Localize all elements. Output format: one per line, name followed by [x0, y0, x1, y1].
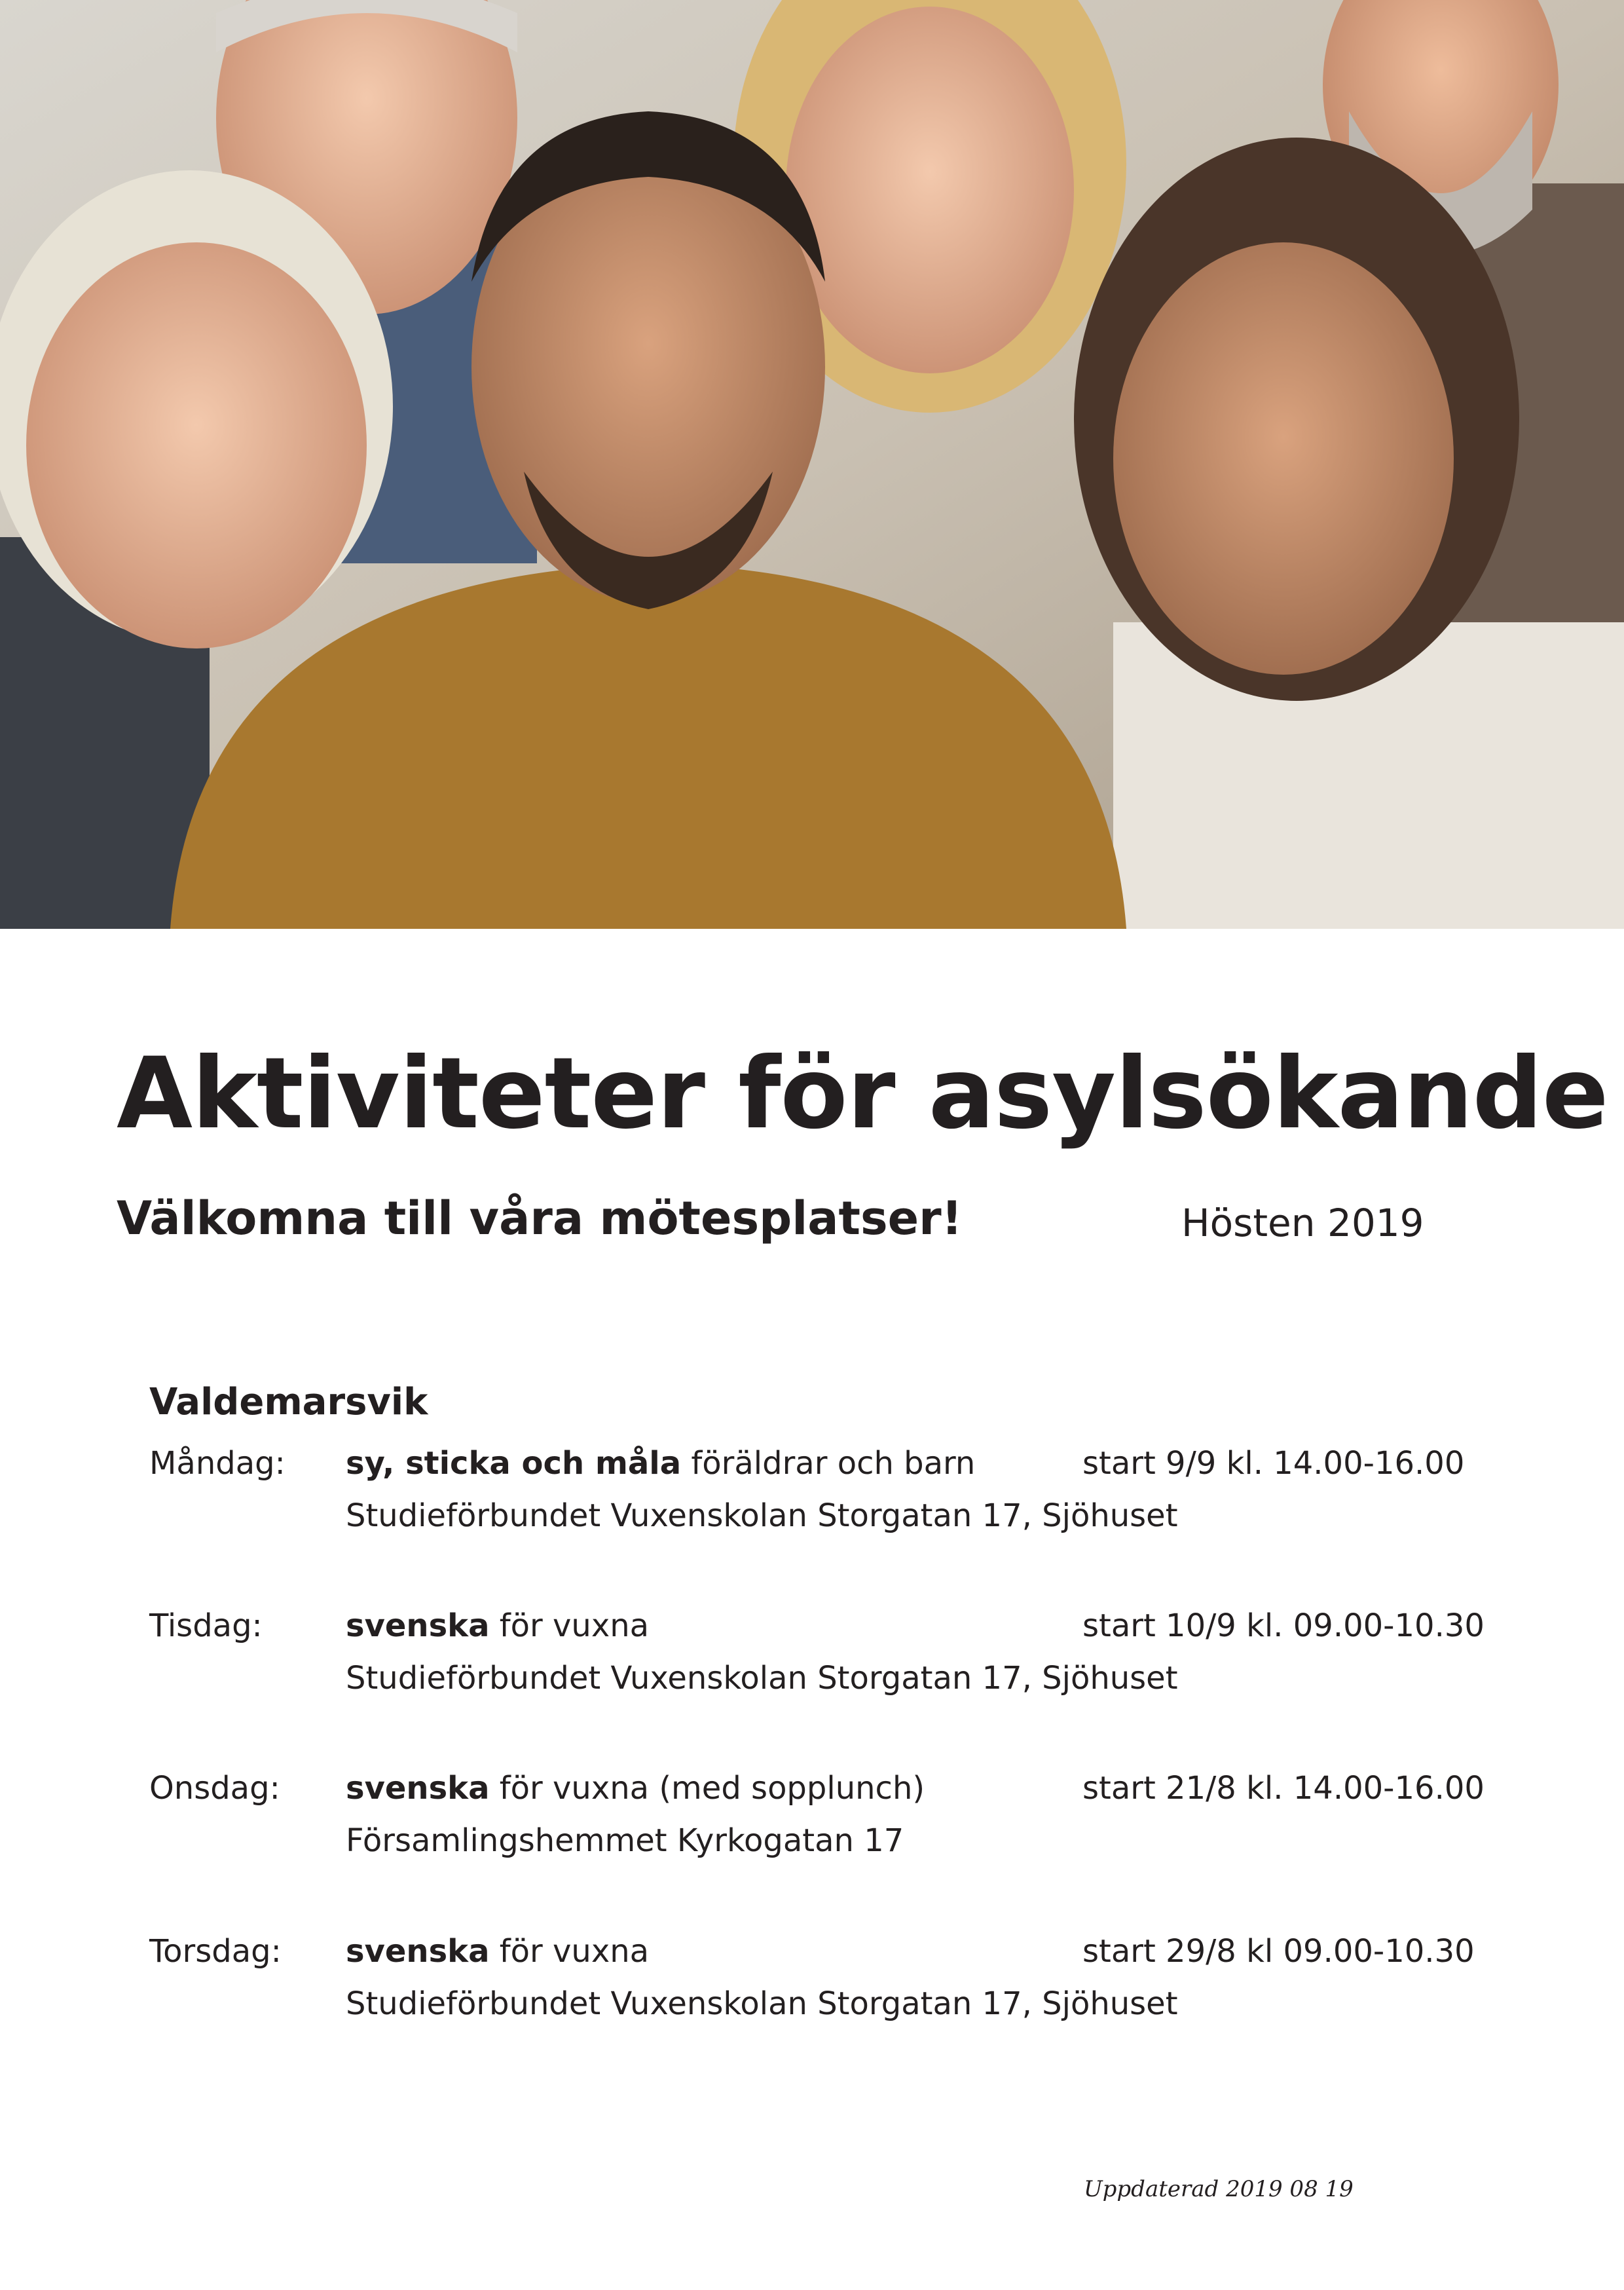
- page-subtitle: Välkomna till våra mötesplatser!: [117, 1192, 963, 1245]
- schedule-time: start 29/8 kl 09.00-10.30: [1082, 1933, 1475, 1970]
- schedule-activity: [346, 1445, 976, 1482]
- activity-detail: för vuxna: [489, 1933, 650, 1970]
- activity-detail: föräldrar och barn: [681, 1445, 976, 1482]
- schedule-row-tuesday: [0, 1607, 1624, 1721]
- schedule-day: Torsdag:: [149, 1933, 282, 1970]
- schedule-place: Studieförbundet Vuxenskolan Storgatan 17, Sjöhuset: [346, 1660, 1178, 1697]
- schedule-time: start 21/8 kl. 14.00-16.00: [1082, 1770, 1485, 1807]
- schedule-activity: [346, 1607, 650, 1644]
- schedule-time: start 10/9 kl. 09.00-10.30: [1082, 1607, 1485, 1644]
- activity-name: sy, sticka och måla: [346, 1445, 682, 1482]
- schedule-place: Studieförbundet Vuxenskolan Storgatan 17, Sjöhuset: [346, 1497, 1178, 1534]
- schedule-row-monday: [0, 1445, 1624, 1559]
- schedule-place: Studieförbundet Vuxenskolan Storgatan 17, Sjöhuset: [346, 1985, 1178, 2022]
- schedule-activity: [346, 1933, 650, 1970]
- season-label: Hösten 2019: [1181, 1201, 1424, 1245]
- schedule-activity: [346, 1770, 925, 1807]
- schedule-day: Måndag:: [149, 1445, 286, 1482]
- schedule-place: Församlingshemmet Kyrkogatan 17: [346, 1822, 904, 1859]
- hero-photo: [0, 0, 1624, 929]
- updated-date: Uppdaterad 2019 08 19: [1084, 2176, 1354, 2202]
- activity-detail: för vuxna (med sopplunch): [489, 1770, 925, 1807]
- schedule-day: Onsdag:: [149, 1770, 280, 1807]
- schedule-time: start 9/9 kl. 14.00-16.00: [1082, 1445, 1465, 1482]
- schedule-day: Tisdag:: [149, 1607, 263, 1644]
- activity-name: svenska: [346, 1933, 490, 1970]
- activity-name: svenska: [346, 1607, 490, 1644]
- location-heading: Valdemarsvik: [149, 1381, 428, 1423]
- page-title: Aktiviteter för asylsökande: [117, 1037, 1608, 1151]
- activity-detail: för vuxna: [489, 1607, 650, 1644]
- schedule-row-thursday: [0, 1933, 1624, 2047]
- schedule-row-wednesday: [0, 1770, 1624, 1884]
- activity-name: svenska: [346, 1770, 490, 1807]
